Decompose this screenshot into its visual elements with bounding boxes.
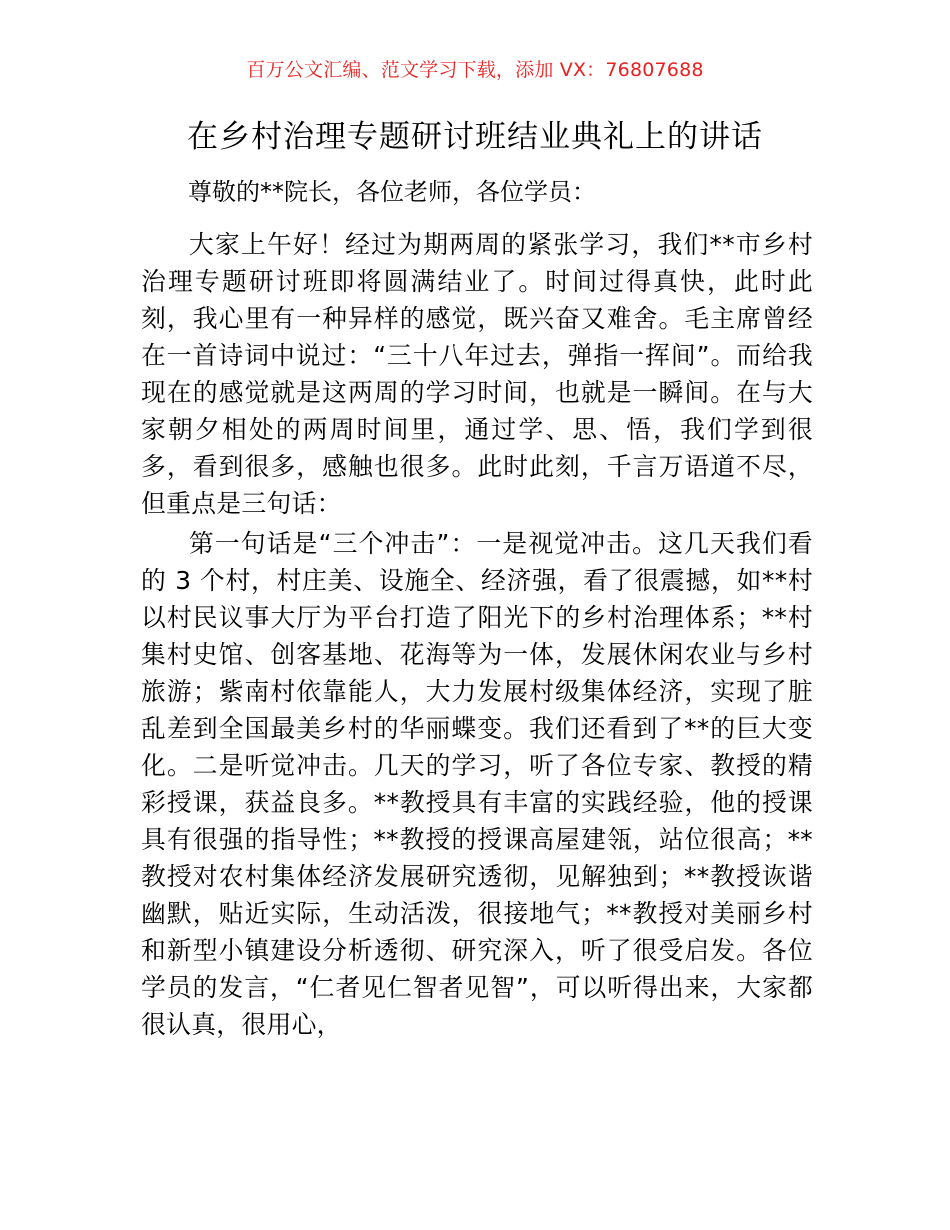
paragraph-text: 大家上午好！经过为期两周的紧张学习，我们**市乡村治理专题研讨班即将圆满结业了。时间过得真快，此时此刻，我心里有一种异样的感觉，既兴奋又难舍。毛主席曾经在一首诗词中说过：“三十八年过去，弹指一挥间”。而给我现在的感觉就是这两周的学习时间，也就是一瞬间。在与大家朝夕相处的两周时间里，通过学、思、悟，我们学到很多，看到很多，感触也很多。此时此刻，千言万语道不尽，但重点是三句话： bbox=[141, 230, 813, 518]
salutation: 尊敬的**院长，各位老师，各位学员： bbox=[188, 178, 596, 206]
paragraph-text: 第一句话是“三个冲击”：一是视觉冲击。这几天我们看的 3 个村，村庄美、设施全、经济强，看了很震撼，如**村以村民议事大厅为平台打造了阳光下的乡村治理体系；**村集村史馆、创客基地、花海等为一体，发展休闲农业与乡村旅游；紫南村依靠能人，大力发展村级集体经济，实现了脏乱差到全国最美乡村的华丽蝶变。我们还看到了**的巨大变化。二是听觉冲击。几天的学习，听了各位专家、教授的精彩授课，获益良多。**教授具有丰富的实践经验，他的授课具有很强的指导性；**教授的授课高屋建瓴，站位很高；**教授对农村集体经济发展研究透彻，见解独到；**教授诙谐幽默，贴近实际，生动活泼，很接地气；**教授对美丽乡村和新型小镇建设分析透彻、研究深入，听了很受启发。各位学员的发言，“仁者见仁智者见智”，可以听得出来，大家都很认真，很用心， bbox=[141, 529, 813, 1039]
paragraph bbox=[141, 525, 813, 1043]
document-title: 在乡村治理专题研讨班结业典礼上的讲话 bbox=[187, 119, 763, 155]
promo-banner: 百万公文汇编、范文学习下载，添加 VX：76807688 bbox=[246, 59, 704, 81]
paragraph bbox=[141, 226, 813, 522]
